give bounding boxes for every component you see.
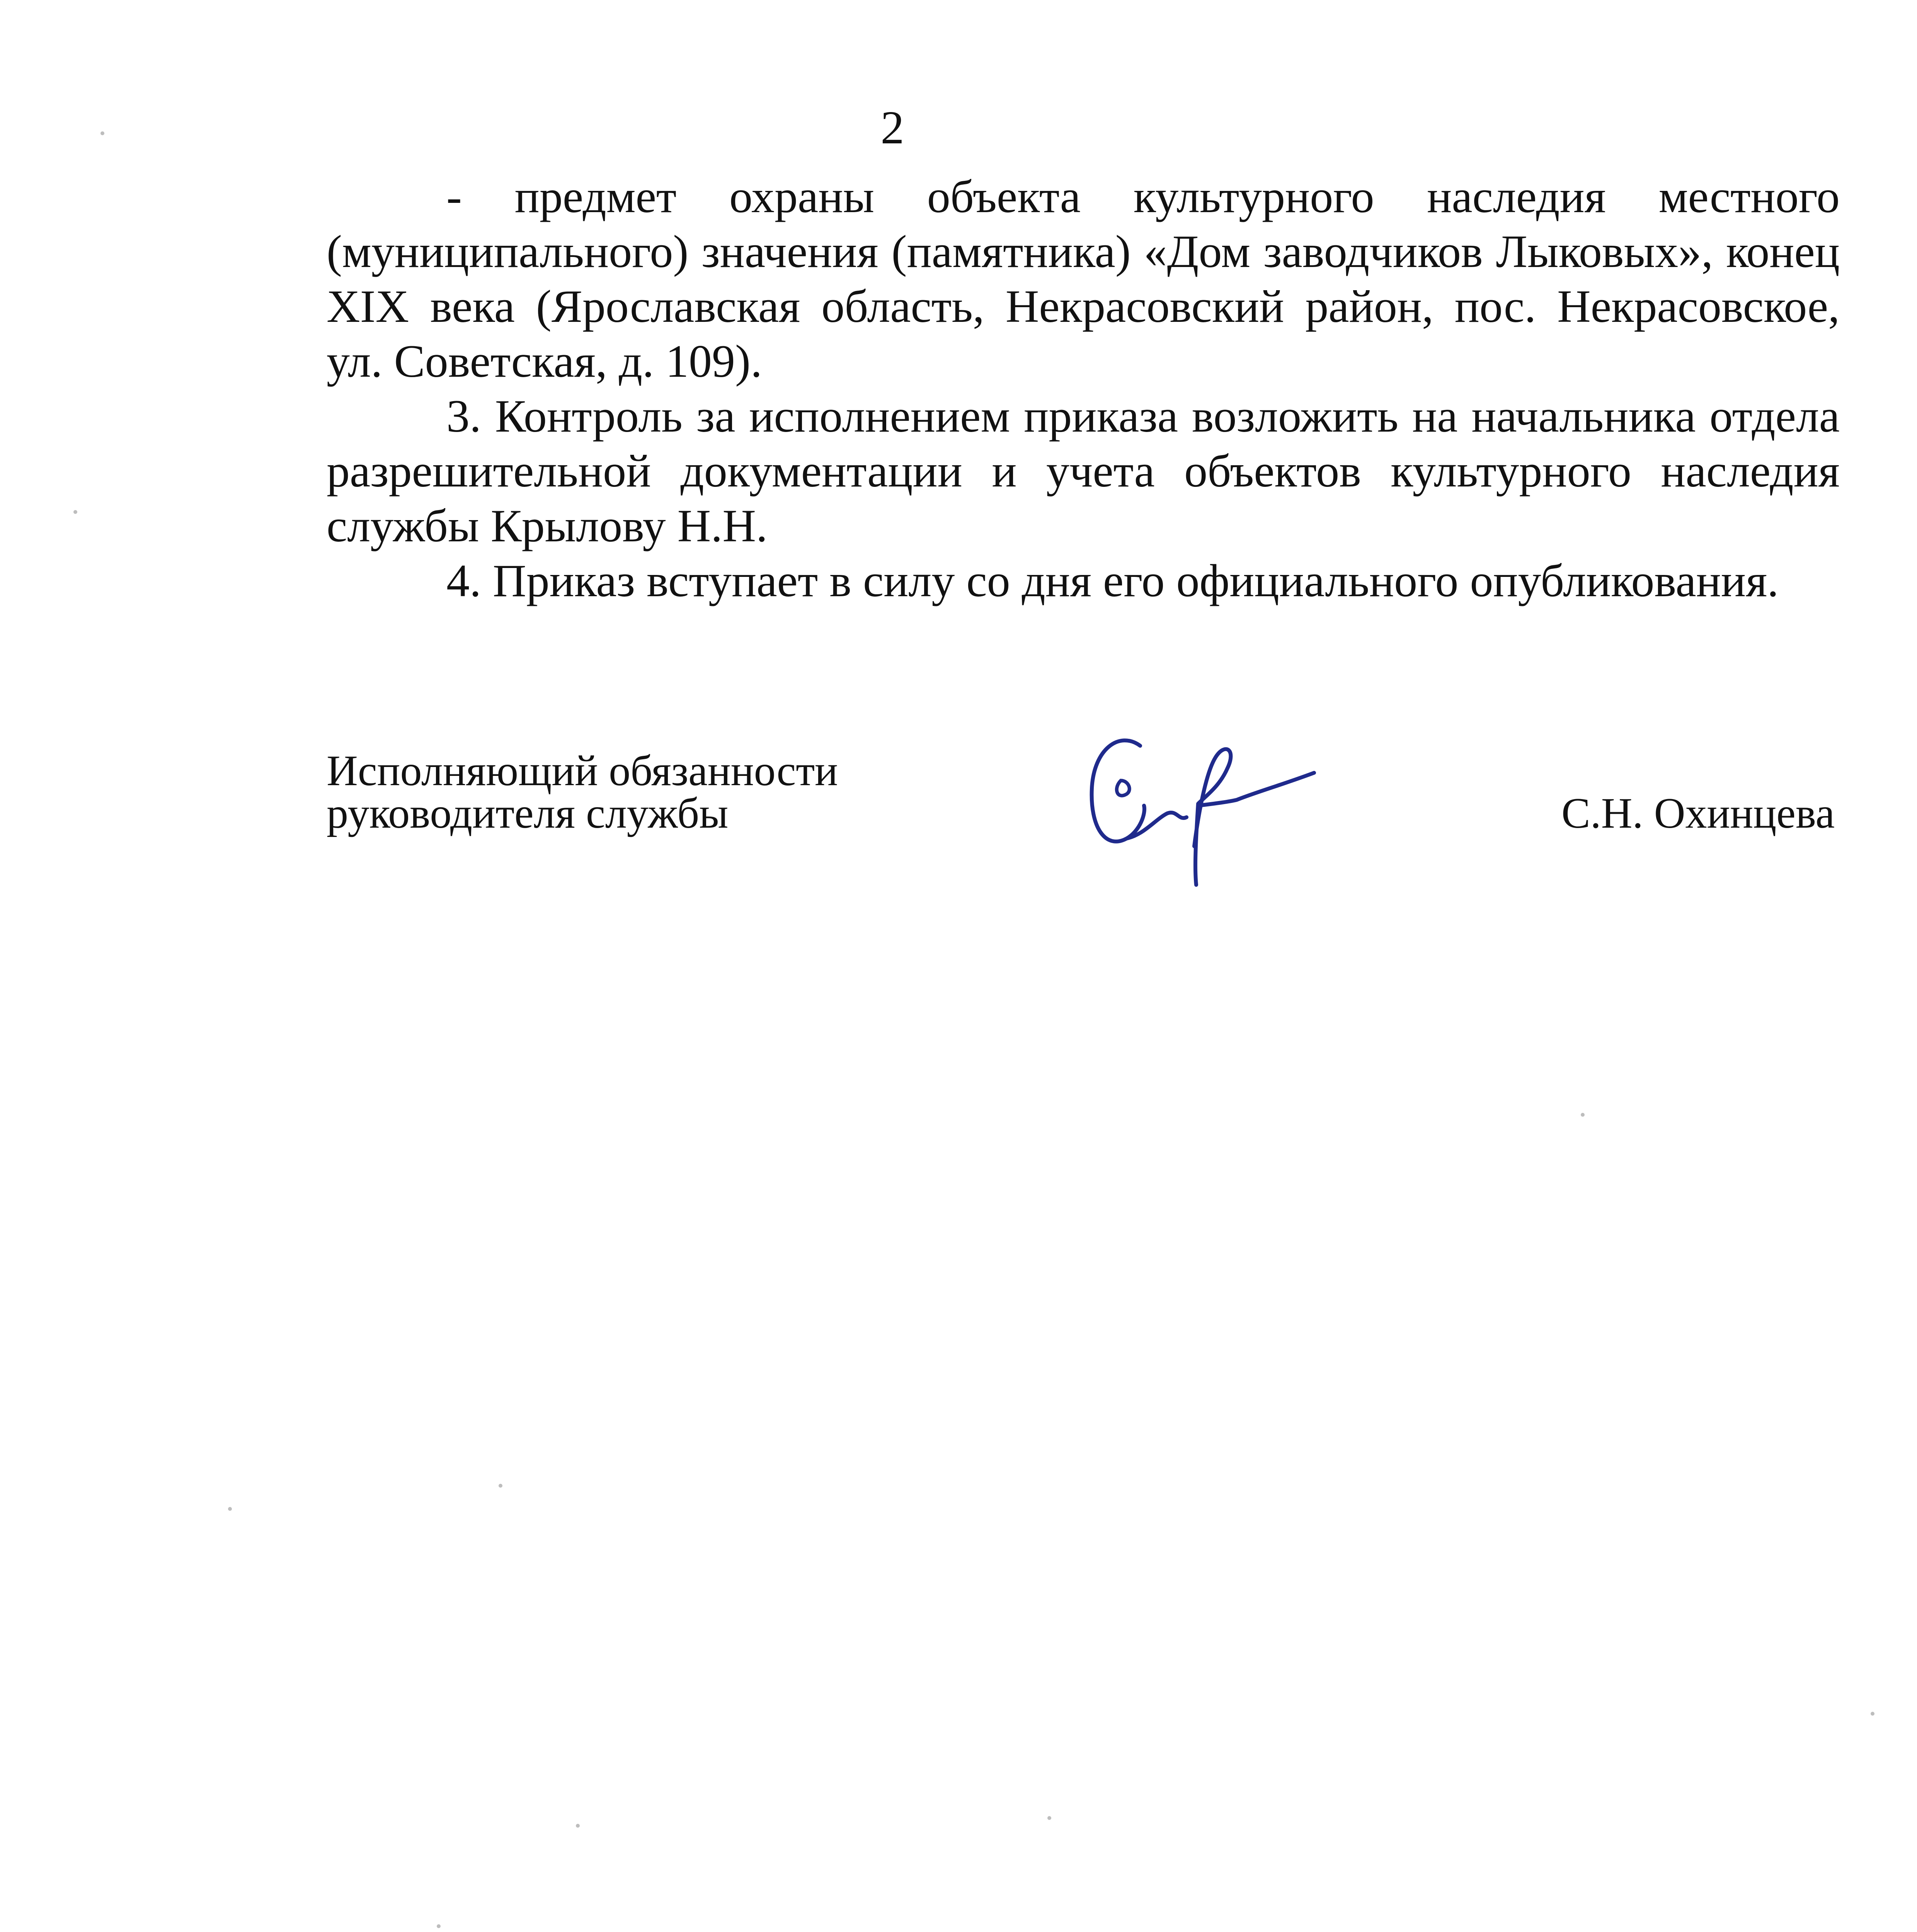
position-line-1: Исполняющий обязанности <box>327 747 838 795</box>
paragraph-control: 3. Контроль за исполнением приказа возложить на начальника отдела разрешительной документации и учета объектов культурного наследия службы Крылову Н.Н. <box>327 390 1840 551</box>
scan-speck <box>499 1484 502 1488</box>
paragraph-protection-subject: - предмет охраны объекта культурного наследия местного (муниципального) значения (памятника) «Дом заводчиков Лыковых», конец XIX века (Ярославская область, Некрасовский район, пос. Некрасовское, ул. Советская, д. 109). <box>327 171 1840 387</box>
paragraph-effective-date: 4. Приказ вступает в силу со дня его официального опубликования. <box>446 555 1779 606</box>
signatory-position <box>327 747 838 837</box>
scan-speck <box>1047 1816 1051 1820</box>
page-number: 2 <box>880 102 904 154</box>
scan-speck <box>100 131 104 135</box>
order-body-text <box>327 169 1840 608</box>
scan-speck <box>1581 1113 1585 1117</box>
scan-speck <box>228 1507 232 1511</box>
handwritten-signature <box>1082 723 1322 900</box>
scan-speck <box>73 510 77 514</box>
position-line-2: руководителя службы <box>327 789 729 837</box>
scan-speck <box>576 1824 580 1828</box>
scan-speck <box>437 1924 441 1928</box>
scan-speck <box>1871 1712 1874 1716</box>
signatory-name: С.Н. Охинцева <box>1561 789 1835 837</box>
